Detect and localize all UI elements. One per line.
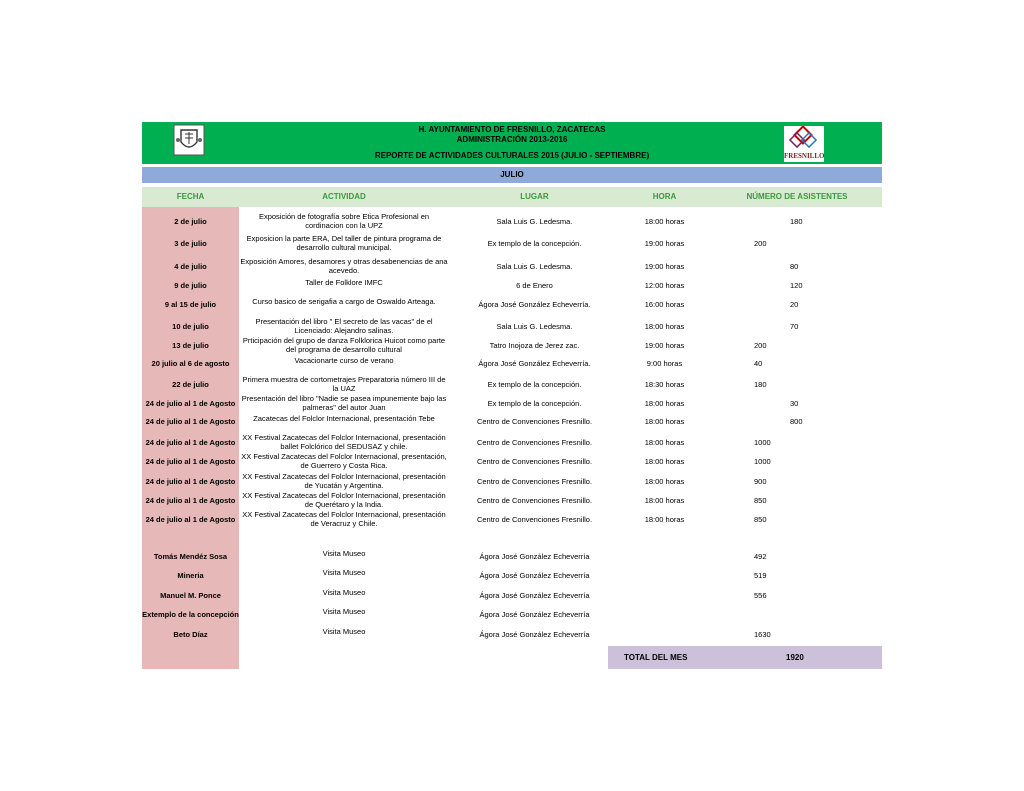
asistentes-cell: 900 bbox=[754, 477, 767, 486]
fecha-cell: 2 de julio bbox=[174, 217, 207, 226]
table-row bbox=[142, 588, 882, 604]
column-header-lugar: LUGAR bbox=[520, 192, 549, 201]
fecha-cell: Beto Díaz bbox=[173, 630, 208, 639]
report-sheet bbox=[142, 122, 882, 669]
header-line-3: REPORTE DE ACTIVIDADES CULTURALES 2015 (JULIO - SEPTIEMBRE) bbox=[374, 151, 650, 160]
table-row bbox=[142, 433, 882, 453]
fecha-cell: Mineria bbox=[177, 571, 204, 580]
table-row bbox=[142, 257, 882, 277]
fecha-cell: 3 de julio bbox=[174, 239, 207, 248]
table-row bbox=[142, 607, 882, 623]
total-row bbox=[608, 646, 882, 669]
hora-cell: 18:00 horas bbox=[644, 477, 685, 486]
actividad-cell: Presentación del libro " El secreto de las vacas" de el Licenciado: Alejandro salinas. bbox=[255, 317, 433, 335]
table-row bbox=[142, 234, 882, 254]
table-row bbox=[142, 394, 882, 414]
table-row bbox=[142, 375, 882, 395]
asistentes-cell: 850 bbox=[754, 496, 767, 505]
lugar-cell: Ágora José González Echeverría bbox=[479, 571, 590, 580]
header-line-1: H. AYUNTAMIENTO DE FRESNILLO, ZACATECAS bbox=[418, 125, 606, 134]
table-row bbox=[142, 627, 882, 643]
hora-cell: 18:00 horas bbox=[644, 399, 685, 408]
table-row bbox=[142, 297, 882, 313]
month-banner: JULIO bbox=[142, 167, 882, 183]
fecha-cell: 4 de julio bbox=[174, 262, 207, 271]
actividad-cell: Visita Museo bbox=[322, 549, 366, 558]
asistentes-cell: 492 bbox=[754, 552, 767, 561]
table-row bbox=[142, 491, 882, 511]
asistentes-cell: 120 bbox=[790, 281, 803, 290]
actividad-cell: Vacacionarte curso de verano bbox=[294, 356, 394, 365]
fecha-cell: 24 de julio al 1 de Agosto bbox=[145, 496, 236, 505]
hora-cell: 12:00 horas bbox=[644, 281, 685, 290]
lugar-cell: 6 de Enero bbox=[516, 281, 553, 290]
table-row bbox=[142, 549, 882, 565]
hora-cell: 18:00 horas bbox=[644, 496, 685, 505]
table-row bbox=[142, 212, 882, 232]
coat-of-arms-icon bbox=[173, 124, 205, 156]
asistentes-cell: 1630 bbox=[754, 630, 771, 639]
table-row bbox=[142, 452, 882, 472]
hora-cell: 18:00 horas bbox=[644, 417, 685, 426]
fecha-cell: Tomás Mendéz Sosa bbox=[153, 552, 228, 561]
hora-cell: 19:00 horas bbox=[644, 239, 685, 248]
actividad-cell: Visita Museo bbox=[322, 627, 366, 636]
lugar-cell: Centro de Convenciones Fresnillo. bbox=[476, 477, 593, 486]
asistentes-cell: 80 bbox=[790, 262, 799, 271]
asistentes-cell: 180 bbox=[790, 217, 803, 226]
lugar-cell: Sala Luis G. Ledesma. bbox=[496, 322, 573, 331]
hora-cell: 18:00 horas bbox=[644, 515, 685, 524]
lugar-cell: Tatro Inojoza de Jerez zac. bbox=[489, 341, 580, 350]
fecha-cell: 24 de julio al 1 de Agosto bbox=[145, 399, 236, 408]
asistentes-cell: 1000 bbox=[754, 457, 771, 466]
lugar-cell: Ex templo de la concepción. bbox=[487, 399, 582, 408]
asistentes-cell: 180 bbox=[754, 380, 767, 389]
hora-cell: 18:00 horas bbox=[644, 438, 685, 447]
hora-cell: 18:00 horas bbox=[644, 457, 685, 466]
actividad-cell: Exposición de fotografía sobre Etica Profesional en cordinacion con la UPZ bbox=[258, 212, 430, 230]
fecha-cell: 20 julio al 6 de agosto bbox=[151, 359, 230, 368]
actividad-cell: Visita Museo bbox=[322, 607, 366, 616]
total-value: 1920 bbox=[786, 653, 804, 662]
table-row bbox=[142, 336, 882, 356]
lugar-cell: Ex templo de la concepción. bbox=[487, 239, 582, 248]
table-row bbox=[142, 278, 882, 294]
lugar-cell: Ágora José González Echeverría. bbox=[478, 300, 591, 309]
fresnillo-logo bbox=[784, 126, 824, 162]
asistentes-cell: 40 bbox=[754, 359, 763, 368]
column-header-asistentes: NÚMERO DE ASISTENTES bbox=[746, 192, 848, 201]
table-row bbox=[142, 317, 882, 337]
actividad-cell: Prticipación del grupo de danza Folklorica Huicot como parte del programa de desarrollo cultural bbox=[242, 336, 446, 354]
table-row bbox=[142, 414, 882, 430]
column-header-hora: HORA bbox=[652, 192, 677, 201]
lugar-cell: Ágora José González Echeverría bbox=[479, 552, 590, 561]
actividad-cell: Curso basico de serigafia a cargo de Oswaldo Arteaga. bbox=[252, 297, 436, 306]
actividad-cell: Taller de Folklore IMFC bbox=[305, 278, 383, 287]
actividad-cell: XX Festival Zacatecas del Folclor Internacional, presentación, de Guerrero y Costa Rica. bbox=[241, 452, 447, 470]
lugar-cell: Ex templo de la concepción. bbox=[487, 380, 582, 389]
asistentes-cell: 30 bbox=[790, 399, 799, 408]
total-label: TOTAL DEL MES bbox=[624, 653, 688, 662]
fecha-cell: 24 de julio al 1 de Agosto bbox=[145, 438, 236, 447]
asistentes-cell: 800 bbox=[790, 417, 803, 426]
actividad-cell: XX Festival Zacatecas del Folclor Internacional, presentación de Querétaro y la India. bbox=[242, 491, 446, 509]
fresnillo-logo-text: FRESNILLO bbox=[784, 152, 825, 160]
fecha-cell: 24 de julio al 1 de Agosto bbox=[145, 457, 236, 466]
fecha-cell: 10 de julio bbox=[172, 322, 209, 331]
fecha-cell: 22 de julio bbox=[172, 380, 209, 389]
lugar-cell: Sala Luis G. Ledesma. bbox=[496, 262, 573, 271]
asistentes-cell: 556 bbox=[754, 591, 767, 600]
column-header-row bbox=[142, 187, 882, 207]
lugar-cell: Ágora José González Echeverría bbox=[479, 630, 590, 639]
fecha-cell: 24 de julio al 1 de Agosto bbox=[145, 417, 236, 426]
asistentes-cell: 20 bbox=[790, 300, 799, 309]
table-row bbox=[142, 472, 882, 492]
lugar-cell: Centro de Convenciones Fresnillo. bbox=[476, 496, 593, 505]
hora-cell: 18:30 horas bbox=[644, 380, 685, 389]
lugar-cell: Centro de Convenciones Fresnillo. bbox=[476, 515, 593, 524]
column-header-actividad: ACTIVIDAD bbox=[322, 192, 366, 201]
hora-cell: 9:00 horas bbox=[646, 359, 683, 368]
asistentes-cell: 200 bbox=[754, 341, 767, 350]
actividad-cell: Visita Museo bbox=[322, 588, 366, 597]
hora-cell: 19:00 horas bbox=[644, 341, 685, 350]
lugar-cell: Sala Luis G. Ledesma. bbox=[496, 217, 573, 226]
table-row bbox=[142, 356, 882, 372]
actividad-cell: Visita Museo bbox=[322, 568, 366, 577]
actividad-cell: Exposicion la parte ERA, Del taller de pintura programa de desarrollo cultural municipal. bbox=[246, 234, 442, 252]
fecha-cell: 13 de julio bbox=[172, 341, 209, 350]
asistentes-cell: 1000 bbox=[754, 438, 771, 447]
asistentes-cell: 850 bbox=[754, 515, 767, 524]
table-row bbox=[142, 510, 882, 530]
actividad-cell: XX Festival Zacatecas del Folclor Internacional, presentación de Veracruz y Chile. bbox=[242, 510, 446, 528]
actividad-cell: XX Festival Zacatecas del Folclor Internacional, presentación de Yucatán y Argentina. bbox=[242, 472, 446, 490]
fecha-cell: 24 de julio al 1 de Agosto bbox=[145, 477, 236, 486]
fecha-cell: 9 al 15 de julio bbox=[164, 300, 217, 309]
lugar-cell: Centro de Convenciones Fresnillo. bbox=[476, 438, 593, 447]
lugar-cell: Ágora José González Echeverría. bbox=[478, 359, 591, 368]
lugar-cell: Ágora José González Echeverría bbox=[479, 610, 590, 619]
fecha-cell: Extemplo de la concepción bbox=[142, 610, 239, 619]
fecha-cell: 24 de julio al 1 de Agosto bbox=[145, 515, 236, 524]
asistentes-cell: 200 bbox=[754, 239, 767, 248]
actividad-cell: Primera muestra de cortometrajes Preparatoria número III de la UAZ bbox=[242, 375, 446, 393]
hora-cell: 16:00 horas bbox=[644, 300, 685, 309]
lugar-cell: Centro de Convenciones Fresnillo. bbox=[476, 457, 593, 466]
report-header bbox=[142, 122, 882, 164]
fecha-cell: Manuel M. Ponce bbox=[160, 591, 221, 600]
lugar-cell: Centro de Convenciones Fresnillo. bbox=[476, 417, 593, 426]
header-line-2: ADMINISTRACIÓN 2013-2016 bbox=[456, 135, 568, 144]
column-header-fecha: FECHA bbox=[176, 192, 205, 201]
fecha-cell: 9 de julio bbox=[174, 281, 207, 290]
table-row bbox=[142, 568, 882, 584]
lugar-cell: Ágora José González Echeverría bbox=[479, 591, 590, 600]
asistentes-cell: 70 bbox=[790, 322, 799, 331]
actividad-cell: Zacatecas del Folclor Internacional, presentación Tebe bbox=[253, 414, 435, 423]
asistentes-cell: 519 bbox=[754, 571, 767, 580]
actividad-cell: Presentación del libro "Nadie se pasea impunemente bajo las palmeras" del autor Juan bbox=[241, 394, 447, 412]
hora-cell: 19:00 horas bbox=[644, 262, 685, 271]
actividad-cell: Exposición Amores, desamores y otras desabenencias de ana acevedo. bbox=[240, 257, 448, 275]
actividad-cell: XX Festival Zacatecas del Folclor Internacional, presentación ballet Folclórico del SEDUSAZ y chile. bbox=[242, 433, 446, 451]
hora-cell: 18:00 horas bbox=[644, 217, 685, 226]
hora-cell: 18:00 horas bbox=[644, 322, 685, 331]
